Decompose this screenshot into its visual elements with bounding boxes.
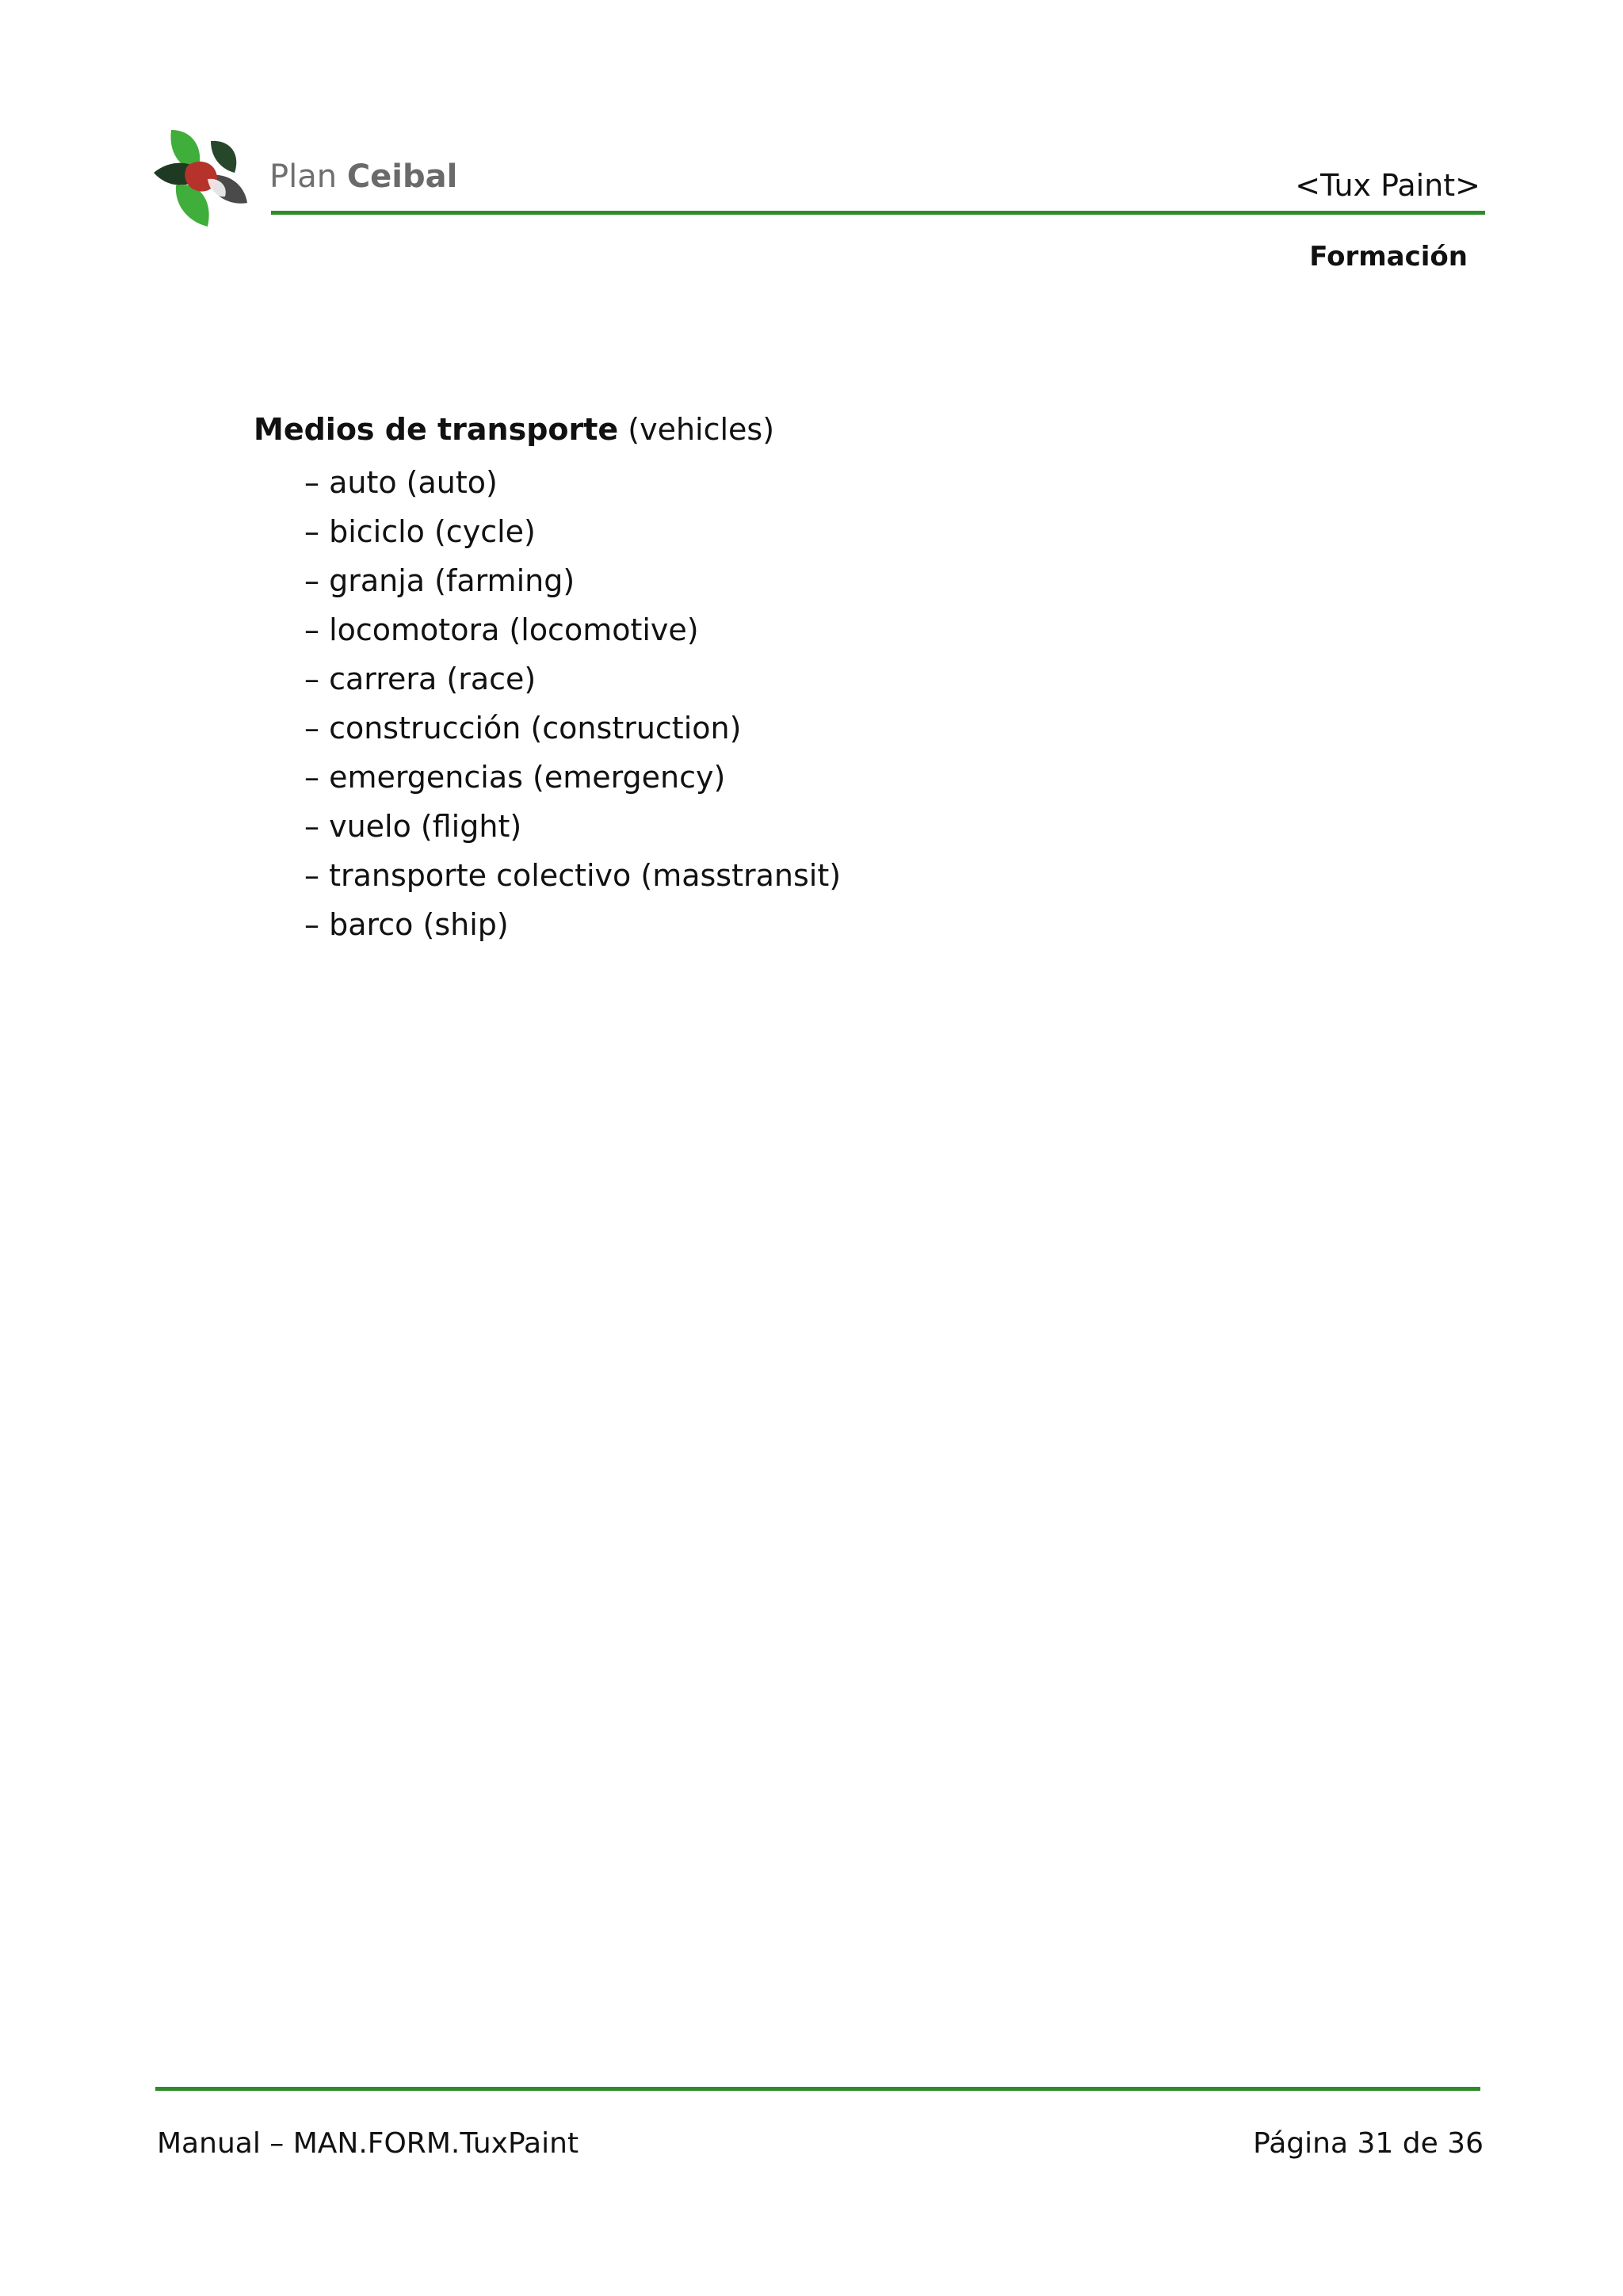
list-item: – barco (ship): [304, 907, 509, 942]
vehicle-list: [304, 458, 841, 949]
section-heading-translation: (vehicles): [618, 412, 775, 447]
list-item: – auto (auto): [304, 465, 498, 500]
list-item: – transporte colectivo (masstransit): [304, 858, 842, 893]
footer-page-number: Página 31 de 36: [1253, 2127, 1484, 2160]
plan-ceibal-logo-icon: [152, 127, 263, 230]
list-item: – carrera (race): [304, 662, 537, 696]
list-item: – biciclo (cycle): [304, 514, 536, 549]
content-section: [254, 409, 841, 949]
footer-divider: [155, 2087, 1480, 2091]
list-item: – granja (farming): [304, 563, 575, 598]
list-item: – emergencias (emergency): [304, 760, 726, 795]
list-item: – vuelo (flight): [304, 809, 522, 844]
footer-document-id: Manual – MAN.FORM.TuxPaint: [157, 2127, 579, 2160]
document-subtitle: Formación: [1309, 241, 1468, 273]
header-divider: [271, 211, 1485, 215]
list-item: – construcción (construction): [304, 711, 742, 746]
brand-plan: Plan: [269, 158, 347, 195]
list-item: – locomotora (locomotive): [304, 612, 699, 647]
section-heading-bold: Medios de transporte: [254, 412, 619, 447]
section-heading: [254, 409, 841, 450]
brand-wordmark: [269, 158, 457, 195]
brand-ceibal: Ceibal: [346, 158, 458, 195]
document-title: <Tux Paint>: [1295, 168, 1480, 203]
